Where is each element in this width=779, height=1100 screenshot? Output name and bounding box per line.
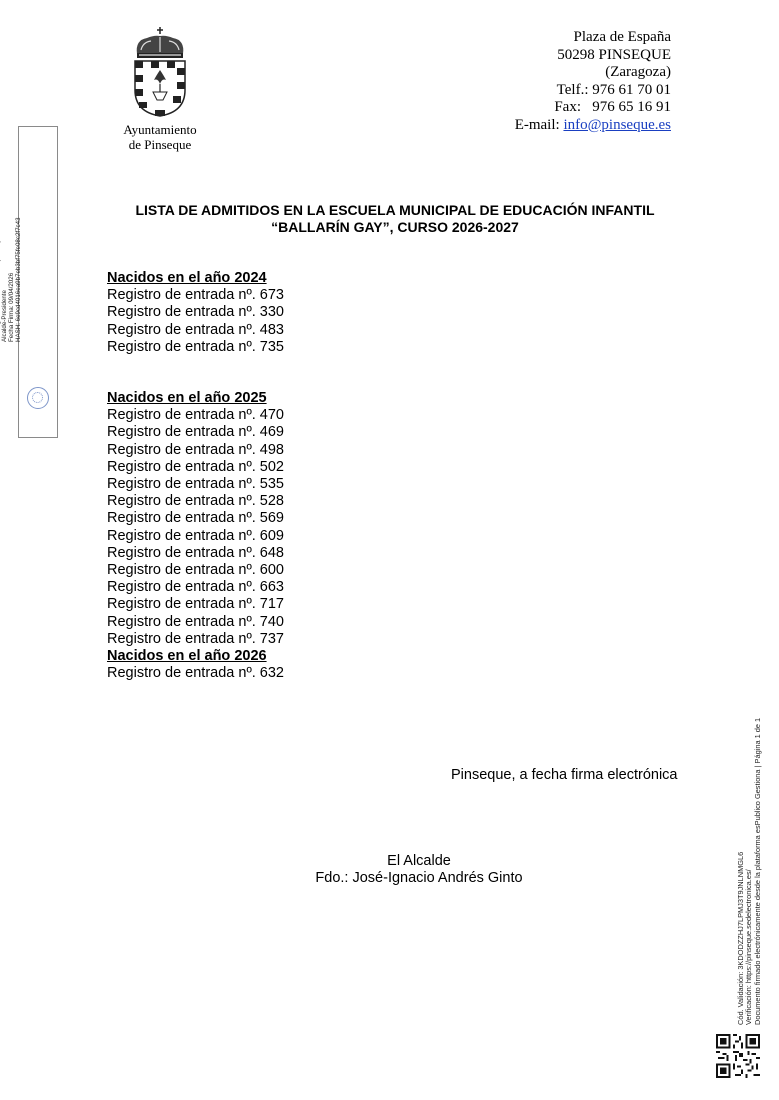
logo-text-line1: Ayuntamiento (123, 122, 197, 137)
list-item: Registro de entrada nº. 528 (107, 493, 284, 510)
list-item: Registro de entrada nº. 469 (107, 424, 284, 441)
fax-label: Fax: (554, 99, 581, 115)
phone-number: 976 61 70 01 (592, 81, 671, 98)
list-item: Registro de entrada nº. 330 (107, 304, 284, 321)
section-heading: Nacidos en el año 2025 (107, 390, 267, 407)
municipal-logo (112, 26, 208, 152)
signature-stamp (1, 126, 58, 438)
section-2026 (107, 648, 284, 682)
signature-block (300, 853, 538, 887)
signature-date: Fecha Firma: 09/04/2026 (8, 272, 15, 342)
seal-icon (27, 387, 49, 409)
qr-code-icon (716, 1034, 760, 1078)
list-item: Registro de entrada nº. 737 (107, 630, 284, 647)
validation-code: Cód. Validación: 3KDODZZHJ7LPMJ3T9JNLNMGL6 (736, 851, 745, 1025)
email-link[interactable]: info@pinseque.es (563, 116, 671, 133)
signature-stamp-text (0, 122, 22, 342)
address-city: 50298 PINSEQUE (557, 46, 671, 63)
list-item: Registro de entrada nº. 632 (107, 665, 284, 682)
list-item: Registro de entrada nº. 609 (107, 527, 284, 544)
fax-number: 976 65 16 91 (592, 99, 671, 115)
list-item: Registro de entrada nº. 470 (107, 407, 284, 424)
list-item: Registro de entrada nº. 569 (107, 510, 284, 527)
list-item: Registro de entrada nº. 663 (107, 579, 284, 596)
list-item: Registro de entrada nº. 502 (107, 458, 284, 475)
address-fax (515, 99, 671, 117)
address-province: (Zaragoza) (605, 64, 671, 80)
coat-of-arms-icon (129, 26, 191, 118)
verification-text (737, 685, 762, 1025)
phone-label: Telf.: (556, 81, 589, 98)
spacer (107, 356, 284, 390)
logo-text-line2: de Pinseque (128, 137, 192, 152)
list-item: Registro de entrada nº. 740 (107, 613, 284, 630)
address-phone (515, 82, 671, 100)
list-item: Registro de entrada nº. 717 (107, 596, 284, 613)
address-email (515, 117, 671, 135)
list-item: Registro de entrada nº. 498 (107, 441, 284, 458)
email-label: E-mail: (514, 116, 560, 133)
address-block (515, 29, 671, 134)
section-2024 (107, 270, 284, 356)
list-item: Registro de entrada nº. 735 (107, 338, 284, 355)
title-line2: “BALLARÍN GAY”, CURSO 2026-2027 (271, 219, 519, 235)
list-item: Registro de entrada nº. 535 (107, 476, 284, 493)
signature-hash: HASH: 6e9cd4016ea9b7eb3bf75fe08c2f7c43 (15, 217, 22, 342)
address-street: Plaza de España (573, 29, 671, 45)
signer-title: El Alcalde (387, 853, 451, 869)
list-item: Registro de entrada nº. 648 (107, 544, 284, 561)
section-heading: Nacidos en el año 2024 (107, 270, 267, 286)
place-date: Pinseque, a fecha firma electrónica (451, 767, 678, 783)
title-line1: LISTA DE ADMITIDOS EN LA ESCUELA MUNICIPAL DE EDUCACIÓN INFANTIL (135, 202, 655, 218)
signer-name: Fdo.: José-Ignacio Andrés Ginto (315, 870, 523, 886)
section-heading: Nacidos en el año 2026 (107, 648, 267, 665)
list-item: Registro de entrada nº. 600 (107, 562, 284, 579)
list-item: Registro de entrada nº. 483 (107, 321, 284, 338)
platform-note: Documento firmado electrónicamente desde la plataforma esPublico Gestiona | Página 1 de 1 (752, 717, 762, 1025)
document-title (100, 202, 690, 236)
list-item: Registro de entrada nº. 673 (107, 287, 284, 304)
signer-role: Alcalde-Presidente (1, 290, 8, 342)
admission-lists (107, 270, 284, 682)
section-2025 (107, 390, 284, 648)
verification-url[interactable]: Verificación: https://pinseque.sedelectronica.es/ (744, 869, 754, 1025)
